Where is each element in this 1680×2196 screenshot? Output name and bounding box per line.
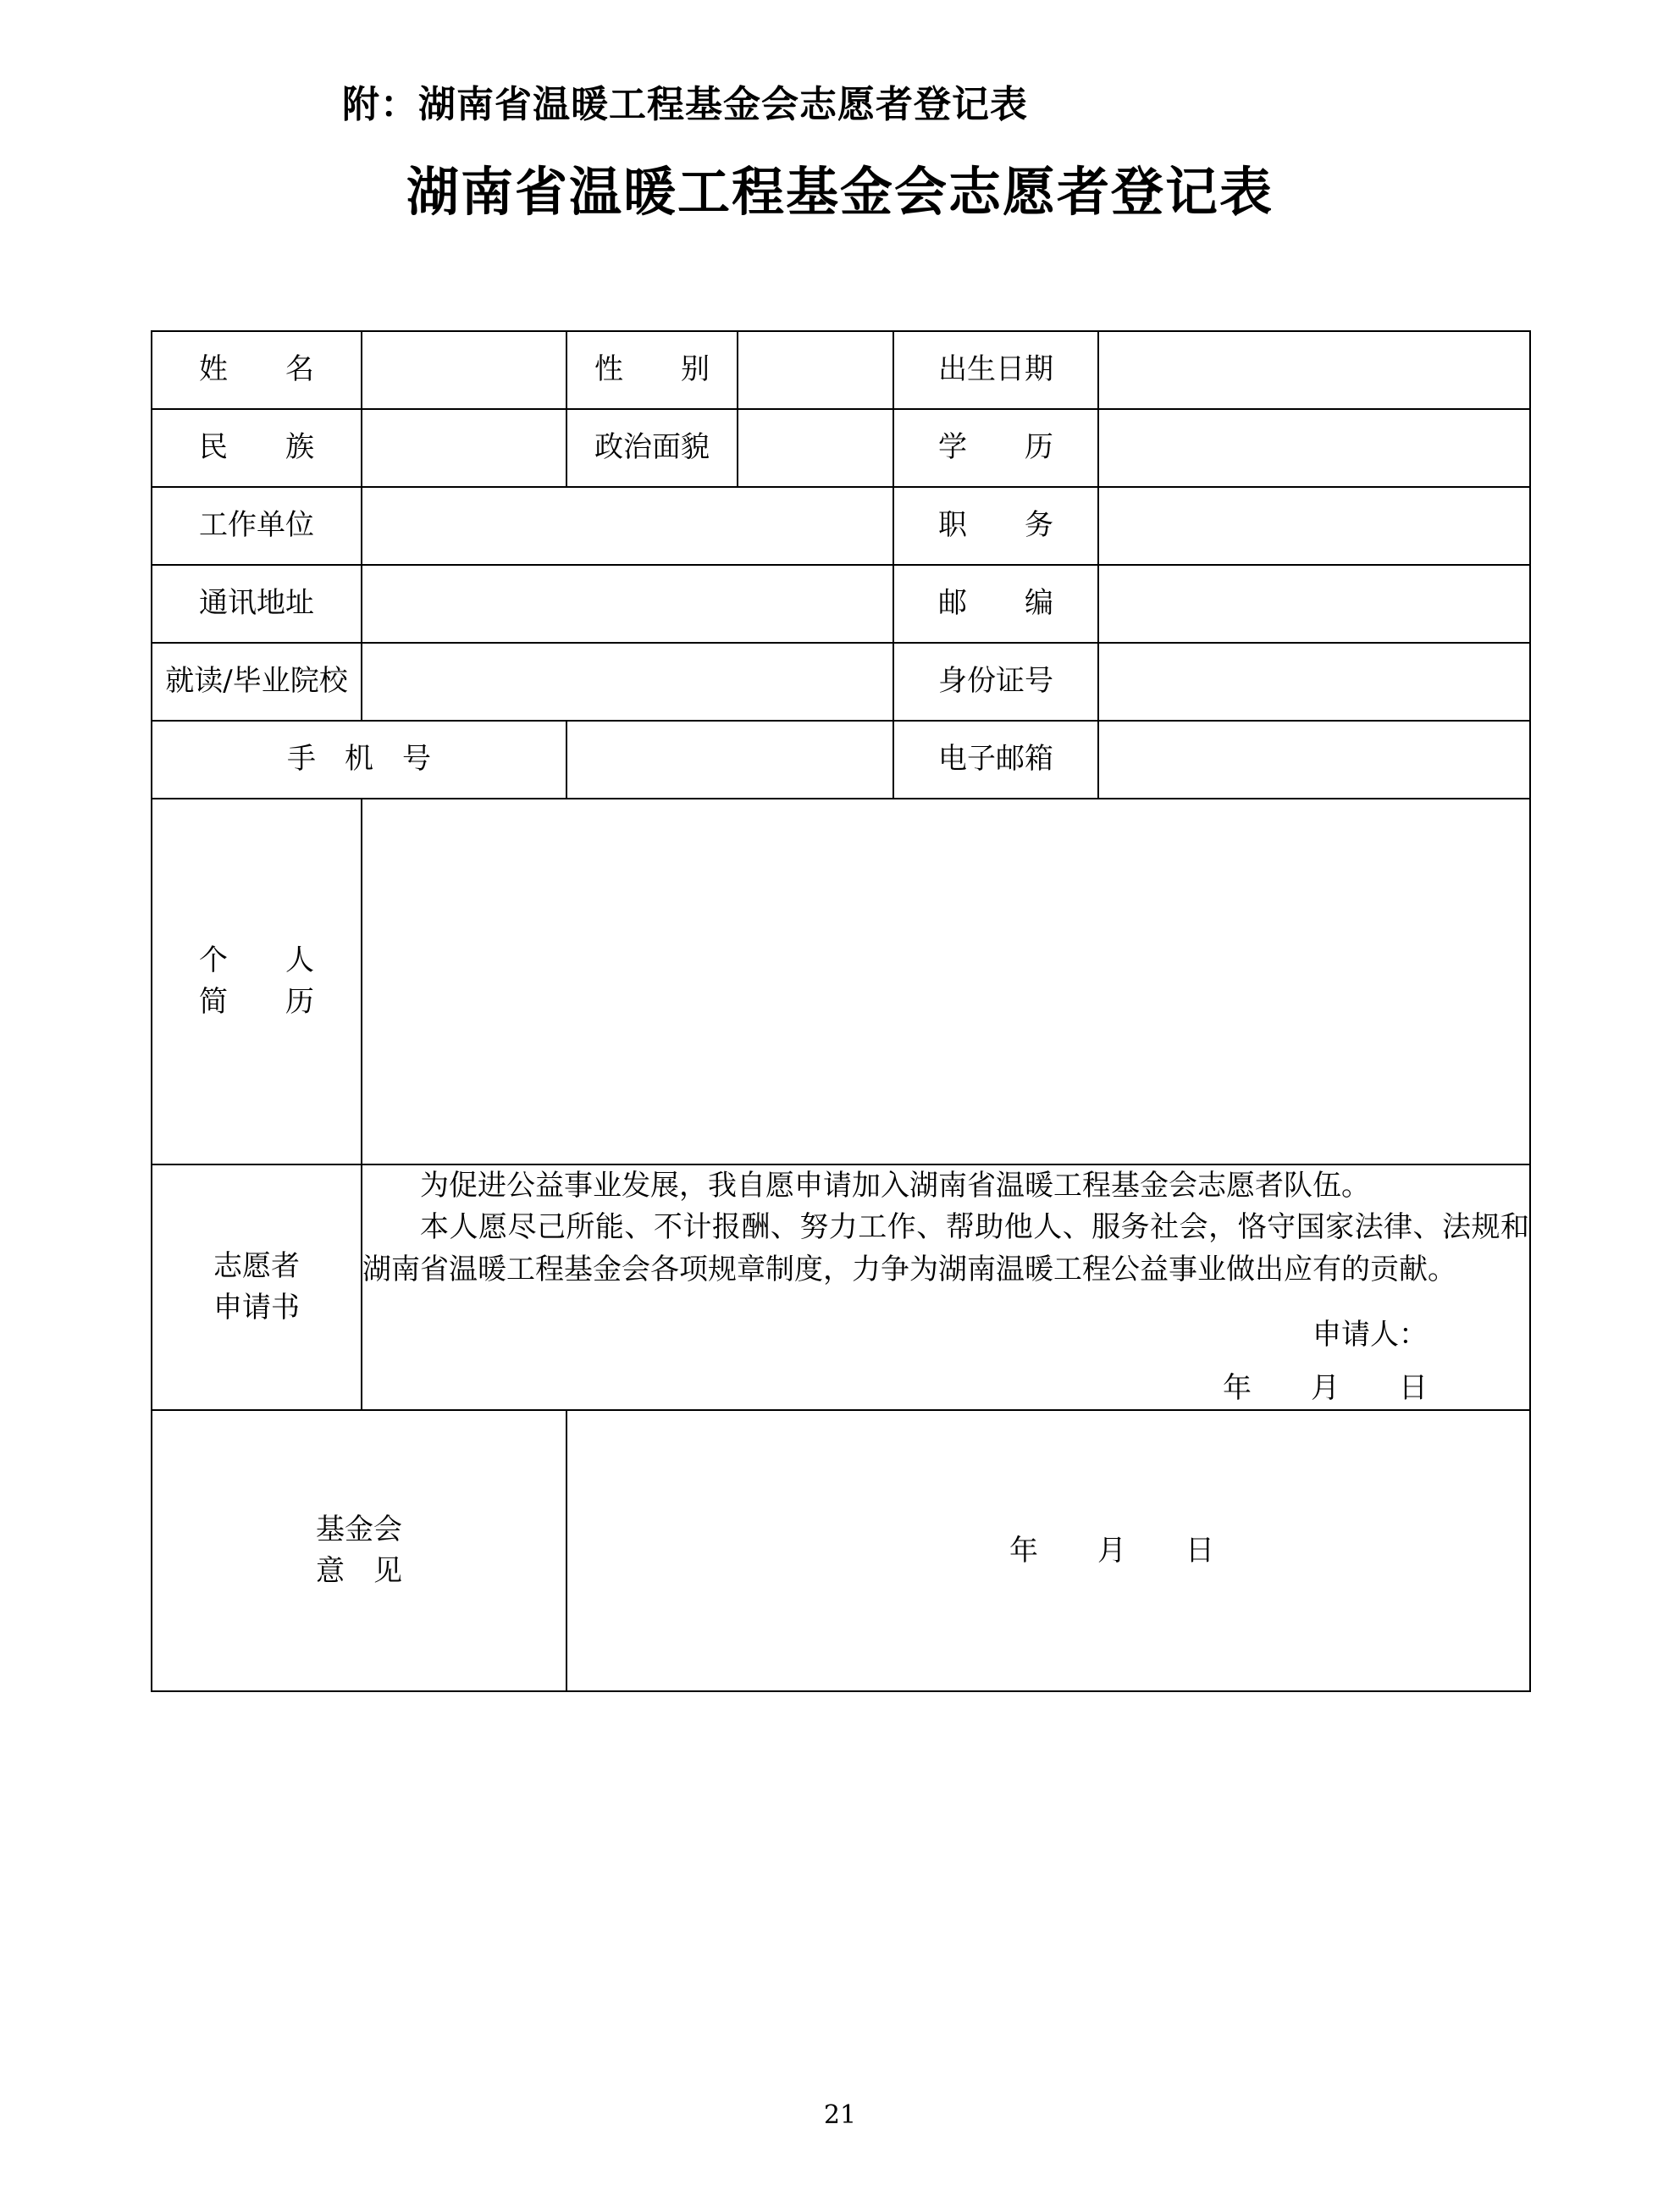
table-row-address [152, 565, 1530, 643]
field-gender[interactable] [738, 331, 893, 409]
application-paragraph-1: 为促进公益事业发展，我自愿申请加入湖南省温暖工程基金会志愿者队伍。 [420, 1169, 1370, 1203]
application-signature-block [362, 1314, 1529, 1410]
label-mobile-text: 手 机 号 [287, 742, 431, 777]
table-row-school [152, 643, 1530, 721]
table-row-opinion [152, 1410, 1530, 1691]
applicant-date-day: 日 [1399, 1371, 1428, 1406]
label-birthdate-text: 出生日期 [938, 352, 1053, 387]
label-school-text: 就读/毕业院校 [165, 664, 348, 699]
field-id-number[interactable] [1098, 643, 1530, 721]
label-workplace [152, 487, 362, 565]
label-resume-line1: 个 人 [199, 943, 314, 977]
label-gender-text: 性 别 [594, 352, 710, 387]
table-row-name [152, 331, 1530, 409]
page-number: 21 [823, 2100, 857, 2130]
applicant-date-line[interactable] [362, 1368, 1428, 1409]
label-birthdate [893, 331, 1098, 409]
field-school[interactable] [362, 643, 893, 721]
application-paragraph-2: 本人愿尽己所能、不计报酬、努力工作、帮助他人、服务社会，恪守国家法律、法规和湖南省温暖工程基金会各项规章制度，力争为湖南温暖工程公益事业做出应有的贡献。 [362, 1210, 1529, 1286]
label-foundation-opinion [152, 1410, 566, 1691]
label-name-text: 姓 名 [199, 352, 314, 387]
page-title: 湖南省温暖工程基金会志愿者登记表 [406, 161, 1274, 223]
attachment-note: 附：湖南省温暖工程基金会志愿者登记表 [342, 83, 1028, 126]
label-email [893, 721, 1098, 799]
label-id-number [893, 643, 1098, 721]
label-postcode-text: 邮 编 [938, 586, 1053, 621]
label-opinion-line1: 基金会 [316, 1513, 402, 1547]
label-application-line1: 志愿者 [213, 1248, 300, 1283]
field-resume[interactable] [362, 799, 1530, 1164]
label-name [152, 331, 362, 409]
label-position-text: 职 务 [938, 508, 1053, 543]
label-education-text: 学 历 [938, 430, 1053, 465]
label-address [152, 565, 362, 643]
label-school [152, 643, 362, 721]
field-ethnicity[interactable] [362, 409, 566, 487]
field-workplace[interactable] [362, 487, 893, 565]
table-row-resume [152, 799, 1530, 1164]
label-position [893, 487, 1098, 565]
applicant-signature-label[interactable]: 申请人： [1312, 1317, 1428, 1352]
form-table [151, 330, 1531, 1692]
label-gender [566, 331, 738, 409]
field-foundation-opinion[interactable] [566, 1410, 1530, 1691]
table-row-mobile [152, 721, 1530, 799]
label-address-text: 通讯地址 [199, 586, 314, 621]
opinion-date-year: 年 [1009, 1533, 1038, 1568]
field-address[interactable] [362, 565, 893, 643]
label-application-line2: 申请书 [213, 1291, 300, 1325]
opinion-date-month: 月 [1097, 1533, 1126, 1568]
label-application [152, 1164, 362, 1410]
field-position[interactable] [1098, 487, 1530, 565]
field-name[interactable] [362, 331, 566, 409]
label-postcode [893, 565, 1098, 643]
label-political-status-text: 政治面貌 [594, 430, 710, 465]
label-political-status [566, 409, 738, 487]
field-email[interactable] [1098, 721, 1530, 799]
label-education [893, 409, 1098, 487]
applicant-date-year: 年 [1223, 1371, 1252, 1406]
field-education[interactable] [1098, 409, 1530, 487]
field-mobile[interactable] [566, 721, 893, 799]
label-ethnicity [152, 409, 362, 487]
field-birthdate[interactable] [1098, 331, 1530, 409]
label-id-number-text: 身份证号 [938, 664, 1053, 699]
label-opinion-line2: 意 见 [316, 1554, 402, 1589]
label-resume-line2: 简 历 [199, 985, 314, 1019]
application-statement [362, 1164, 1530, 1410]
label-workplace-text: 工作单位 [199, 508, 314, 543]
volunteer-registration-form [151, 330, 1529, 1692]
label-mobile [152, 721, 566, 799]
field-postcode[interactable] [1098, 565, 1530, 643]
label-resume [152, 799, 362, 1164]
table-row-application [152, 1164, 1530, 1410]
field-political-status[interactable] [738, 409, 893, 487]
applicant-date-month: 月 [1311, 1371, 1340, 1406]
label-ethnicity-text: 民 族 [199, 430, 314, 465]
table-row-workplace [152, 487, 1530, 565]
table-row-ethnicity [152, 409, 1530, 487]
opinion-date-line[interactable] [567, 1530, 1529, 1572]
opinion-date-day: 日 [1185, 1533, 1214, 1568]
label-email-text: 电子邮箱 [938, 742, 1053, 777]
